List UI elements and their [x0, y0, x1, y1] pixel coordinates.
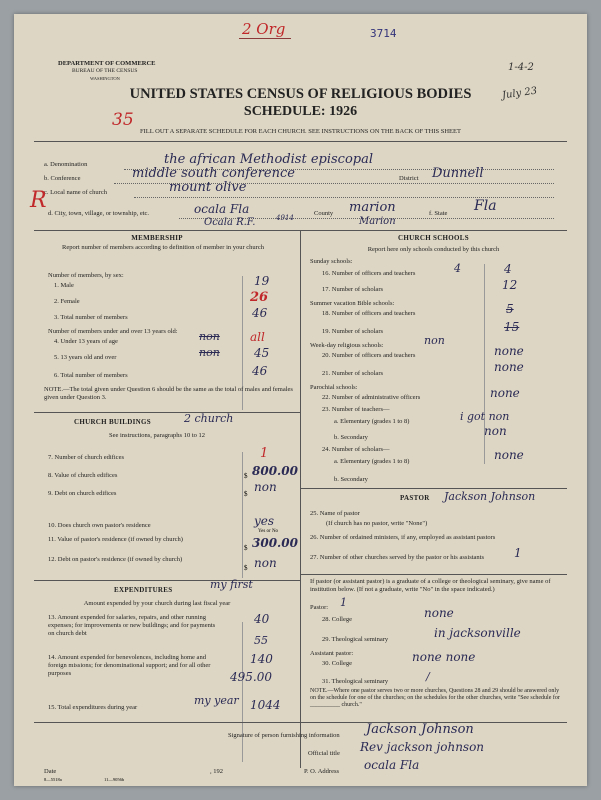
q3-label: 3. Total number of members — [54, 314, 128, 321]
county-label: County — [314, 210, 334, 217]
q27-label: 27. Number of other churches served by the pastor or his assistants — [310, 554, 485, 561]
age-heading: Number of members under and over 13 years old: — [48, 328, 178, 335]
q10-value: yes — [254, 514, 275, 528]
q5-struck: non — [199, 346, 220, 359]
left-answer-col-3 — [242, 622, 243, 762]
district-label: District — [399, 175, 419, 182]
denomination-label: a. Denomination — [44, 161, 88, 168]
q17-value: 12 — [502, 278, 518, 292]
q15-hw: my year — [194, 694, 239, 707]
pastor-grad-value: 1 — [340, 596, 347, 609]
side-date: 1-4-2 — [508, 62, 534, 73]
pastor-title: PASTOR — [400, 494, 430, 502]
q15-value: 1044 — [250, 698, 281, 712]
date-label: Date — [44, 768, 57, 775]
q7-value: 1 — [260, 446, 269, 461]
q1-value: 19 — [254, 274, 270, 288]
q19-value: 15 — [504, 320, 520, 334]
q14-value: 140 — [250, 652, 273, 666]
q23b-label: b. Secondary — [334, 434, 368, 441]
q11-dollar: $ — [244, 544, 248, 552]
q10-label: 10. Does church own pastor's residence — [48, 522, 151, 529]
q8-label: 8. Value of church edifices — [48, 472, 118, 479]
q13-label: 13. Amount expended for salaries, repairs, and other running expenses; for improvements or new buildings; and for payments on church debt — [48, 614, 216, 637]
schools-subtitle: Report here only schools conducted by this church — [367, 246, 500, 253]
q24b-label: b. Secondary — [334, 476, 368, 483]
county-value: marion — [349, 200, 396, 215]
membership-title: MEMBERSHIP — [131, 234, 183, 242]
schools-title: CHURCH SCHOOLS — [398, 234, 469, 242]
q13-value-b: 55 — [254, 634, 268, 647]
q21-value: none — [494, 360, 524, 374]
q2-value: 26 — [250, 290, 269, 305]
asst-pastor-label: Assistant pastor: — [310, 650, 354, 657]
left-answer-col-2 — [242, 452, 243, 578]
q8-value: 800.00 — [252, 464, 298, 478]
signature-label: Signature of person furnishing information — [228, 732, 340, 739]
q7-label: 7. Number of church edifices — [48, 454, 124, 461]
buildings-subtitle: See instructions, paragraphs 10 to 12 — [108, 432, 206, 439]
q24a-label: a. Elementary (grades 1 to 8) — [334, 458, 410, 465]
state-value: Fla — [474, 198, 497, 214]
q4-label: 4. Under 13 years of age — [54, 338, 118, 345]
q28-label: 28. College — [322, 616, 352, 623]
q23b-value: non — [484, 424, 507, 438]
form-number: 8—5518a — [44, 777, 62, 782]
membership-subtitle: Report number of members according to definition of member in your church — [62, 244, 264, 251]
q8-dollar: $ — [244, 472, 248, 480]
q29-value: in jacksonville — [434, 626, 521, 640]
county-sub: Marion — [359, 216, 396, 227]
q25-label: 25. Name of pastor — [310, 510, 360, 517]
city-value: ocala Fla — [194, 202, 250, 216]
buildings-title-hw: 2 church — [184, 412, 234, 425]
q12-label: 12. Debt on pastor's residence (if owned by church) — [48, 556, 183, 563]
pastor-note: NOTE.—Where one pastor serves two or more churches, Questions 28 and 29 should be answered only on the schedule for one of the churches; on the schedules for the other churches, write "See schedule for __________ church." — [310, 688, 560, 708]
q23a-label: a. Elementary (grades 1 to 8) — [334, 418, 410, 425]
q11-label: 11. Value of pastor's residence (if owned by church) — [48, 536, 183, 543]
census-form-page — [14, 14, 587, 786]
official-title-value: Rev jackson johnson — [360, 740, 485, 754]
members-by-sex: Number of members, by sex: — [48, 272, 124, 279]
q24-label: 24. Number of scholars— — [322, 446, 390, 453]
q22-value: none — [490, 386, 520, 400]
po-address-value: ocala Fla — [364, 758, 420, 772]
parochial-heading: Parochial schools: — [310, 384, 358, 391]
pastor-top-rule — [300, 488, 567, 489]
summer-heading: Summer vacation Bible schools: — [310, 300, 395, 307]
bureau-city: WASHINGTON — [90, 76, 120, 81]
conference-value: middle south conference — [132, 166, 295, 181]
form-schedule: SCHEDULE: 1926 — [243, 104, 358, 119]
form-title: UNITED STATES CENSUS OF RELIGIOUS BODIES — [129, 86, 472, 102]
buildings-title: CHURCH BUILDINGS — [74, 418, 151, 426]
dept-name: DEPARTMENT OF COMMERCE — [58, 60, 156, 67]
q5-value: 45 — [254, 346, 270, 360]
schedule-number: 3714 — [370, 27, 397, 40]
q2-label: 2. Female — [54, 298, 80, 305]
q22-label: 22. Number of administrative officers — [322, 394, 421, 401]
state-label: f. State — [429, 210, 448, 217]
q31-value: / — [426, 670, 430, 683]
red-number: 35 — [112, 110, 134, 130]
q5-label: 5. 13 years old and over — [54, 354, 117, 361]
q19-label: 19. Number of scholars — [322, 328, 384, 335]
q16-label: 16. Number of officers and teachers — [322, 270, 416, 277]
official-title-label: Official title — [308, 750, 340, 757]
denomination-value: the african Methodist episcopal — [164, 152, 374, 167]
q23a-value: i got non — [460, 410, 510, 423]
expend-top-rule — [34, 580, 300, 581]
q18-value: 5 — [506, 302, 514, 316]
top-code: 2 Org — [242, 20, 286, 38]
q30-label: 30. College — [322, 660, 352, 667]
q12-value: non — [254, 556, 277, 570]
q6-value: 46 — [252, 364, 268, 378]
q23-label: 23. Number of teachers— — [322, 406, 390, 413]
q13-value: 40 — [254, 612, 270, 626]
membership-note: NOTE.—The total given under Question 6 should be the same as the total of males and females given under Question 3. — [44, 386, 293, 401]
city-sub: Ocala R.F. — [204, 217, 256, 228]
q18-label: 18. Number of officers and teachers — [322, 310, 416, 317]
city-label: d. City, town, village, or township, etc. — [48, 210, 150, 217]
q30-value: none none — [412, 650, 476, 664]
q31-label: 31. Theological seminary — [322, 678, 389, 685]
local-name-value: mount olive — [169, 180, 247, 195]
q14-value-b: 495.00 — [230, 670, 272, 684]
q28-value: none — [424, 606, 454, 620]
q24a-value: none — [494, 448, 524, 462]
red-r-mark: R — [30, 188, 47, 213]
header-rule — [34, 141, 567, 142]
q14-label: 14. Amount expended for benevolences, including home and foreign missions; for denominational support; and for all other purposes — [48, 654, 211, 677]
pastor-name-value: Jackson Johnson — [444, 490, 536, 503]
local-name-label: c. Local name of church — [44, 189, 107, 196]
q4-struck: non — [199, 330, 220, 343]
bureau-name: BUREAU OF THE CENSUS — [72, 68, 138, 74]
form-instruction: FILL OUT A SEPARATE SCHEDULE FOR EACH CHURCH. SEE INSTRUCTIONS ON THE BACK OF THIS SHEET — [140, 128, 461, 135]
po-address-label: P. O. Address — [304, 768, 340, 775]
q27-value: 1 — [514, 546, 522, 560]
footer-top-rule — [34, 722, 567, 723]
q16-value: 4 — [504, 262, 512, 276]
q26-label: 26. Number of ordained ministers, if any, employed as assistant pastors — [310, 534, 496, 541]
q20-label: 20. Number of officers and teachers — [322, 352, 416, 359]
side-note: July 23 — [501, 85, 538, 102]
signature-value: Jackson Johnson — [366, 722, 474, 737]
pastor-mid-rule — [300, 574, 567, 575]
expend-title: EXPENDITURES — [114, 586, 173, 594]
q6-label: 6. Total number of members — [54, 372, 128, 379]
center-divider — [300, 230, 301, 768]
q25-sub: (If church has no pastor, write "None") — [326, 520, 428, 527]
q20-value: none — [494, 344, 524, 358]
expend-title-hw: my first — [210, 578, 253, 591]
q15-label: 15. Total expenditures during year — [48, 704, 138, 711]
q3-value: 46 — [252, 306, 268, 320]
route-number: 4914 — [276, 214, 294, 222]
q1-label: 1. Male — [54, 282, 74, 289]
q11-value: 300.00 — [252, 536, 298, 550]
buildings-top-rule — [34, 412, 300, 413]
q20-value-a: non — [424, 334, 445, 347]
yes-no-hint: Yes or No — [258, 529, 279, 534]
q9-value: non — [254, 480, 277, 494]
weekday-heading: Week-day religious schools: — [310, 342, 384, 349]
q9-label: 9. Debt on church edifices — [48, 490, 117, 497]
sunday-heading: Sunday schools: — [310, 258, 353, 265]
q4-value: all — [250, 330, 265, 344]
q29-label: 29. Theological seminary — [322, 636, 389, 643]
pastor-grad-label: Pastor: — [310, 604, 329, 611]
q12-dollar: $ — [244, 564, 248, 572]
q16-value-a: 4 — [454, 262, 461, 275]
expend-subtitle: Amount expended by your church during last fiscal year — [83, 600, 231, 607]
q9-dollar: $ — [244, 490, 248, 498]
grad-note: If pastor (or assistant pastor) is a graduate of a college or theological seminary, give name of institution below. (If not a graduate, write "No" in the space indicated.) — [310, 578, 551, 593]
q17-label: 17. Number of scholars — [322, 286, 384, 293]
conference-label: b. Conference — [44, 175, 81, 182]
top-code-line — [239, 38, 291, 39]
q21-label: 21. Number of scholars — [322, 370, 384, 377]
district-value: Dunnell — [432, 166, 484, 181]
print-number: 11—9056b — [104, 777, 125, 782]
date-year: , 192 — [210, 768, 223, 775]
